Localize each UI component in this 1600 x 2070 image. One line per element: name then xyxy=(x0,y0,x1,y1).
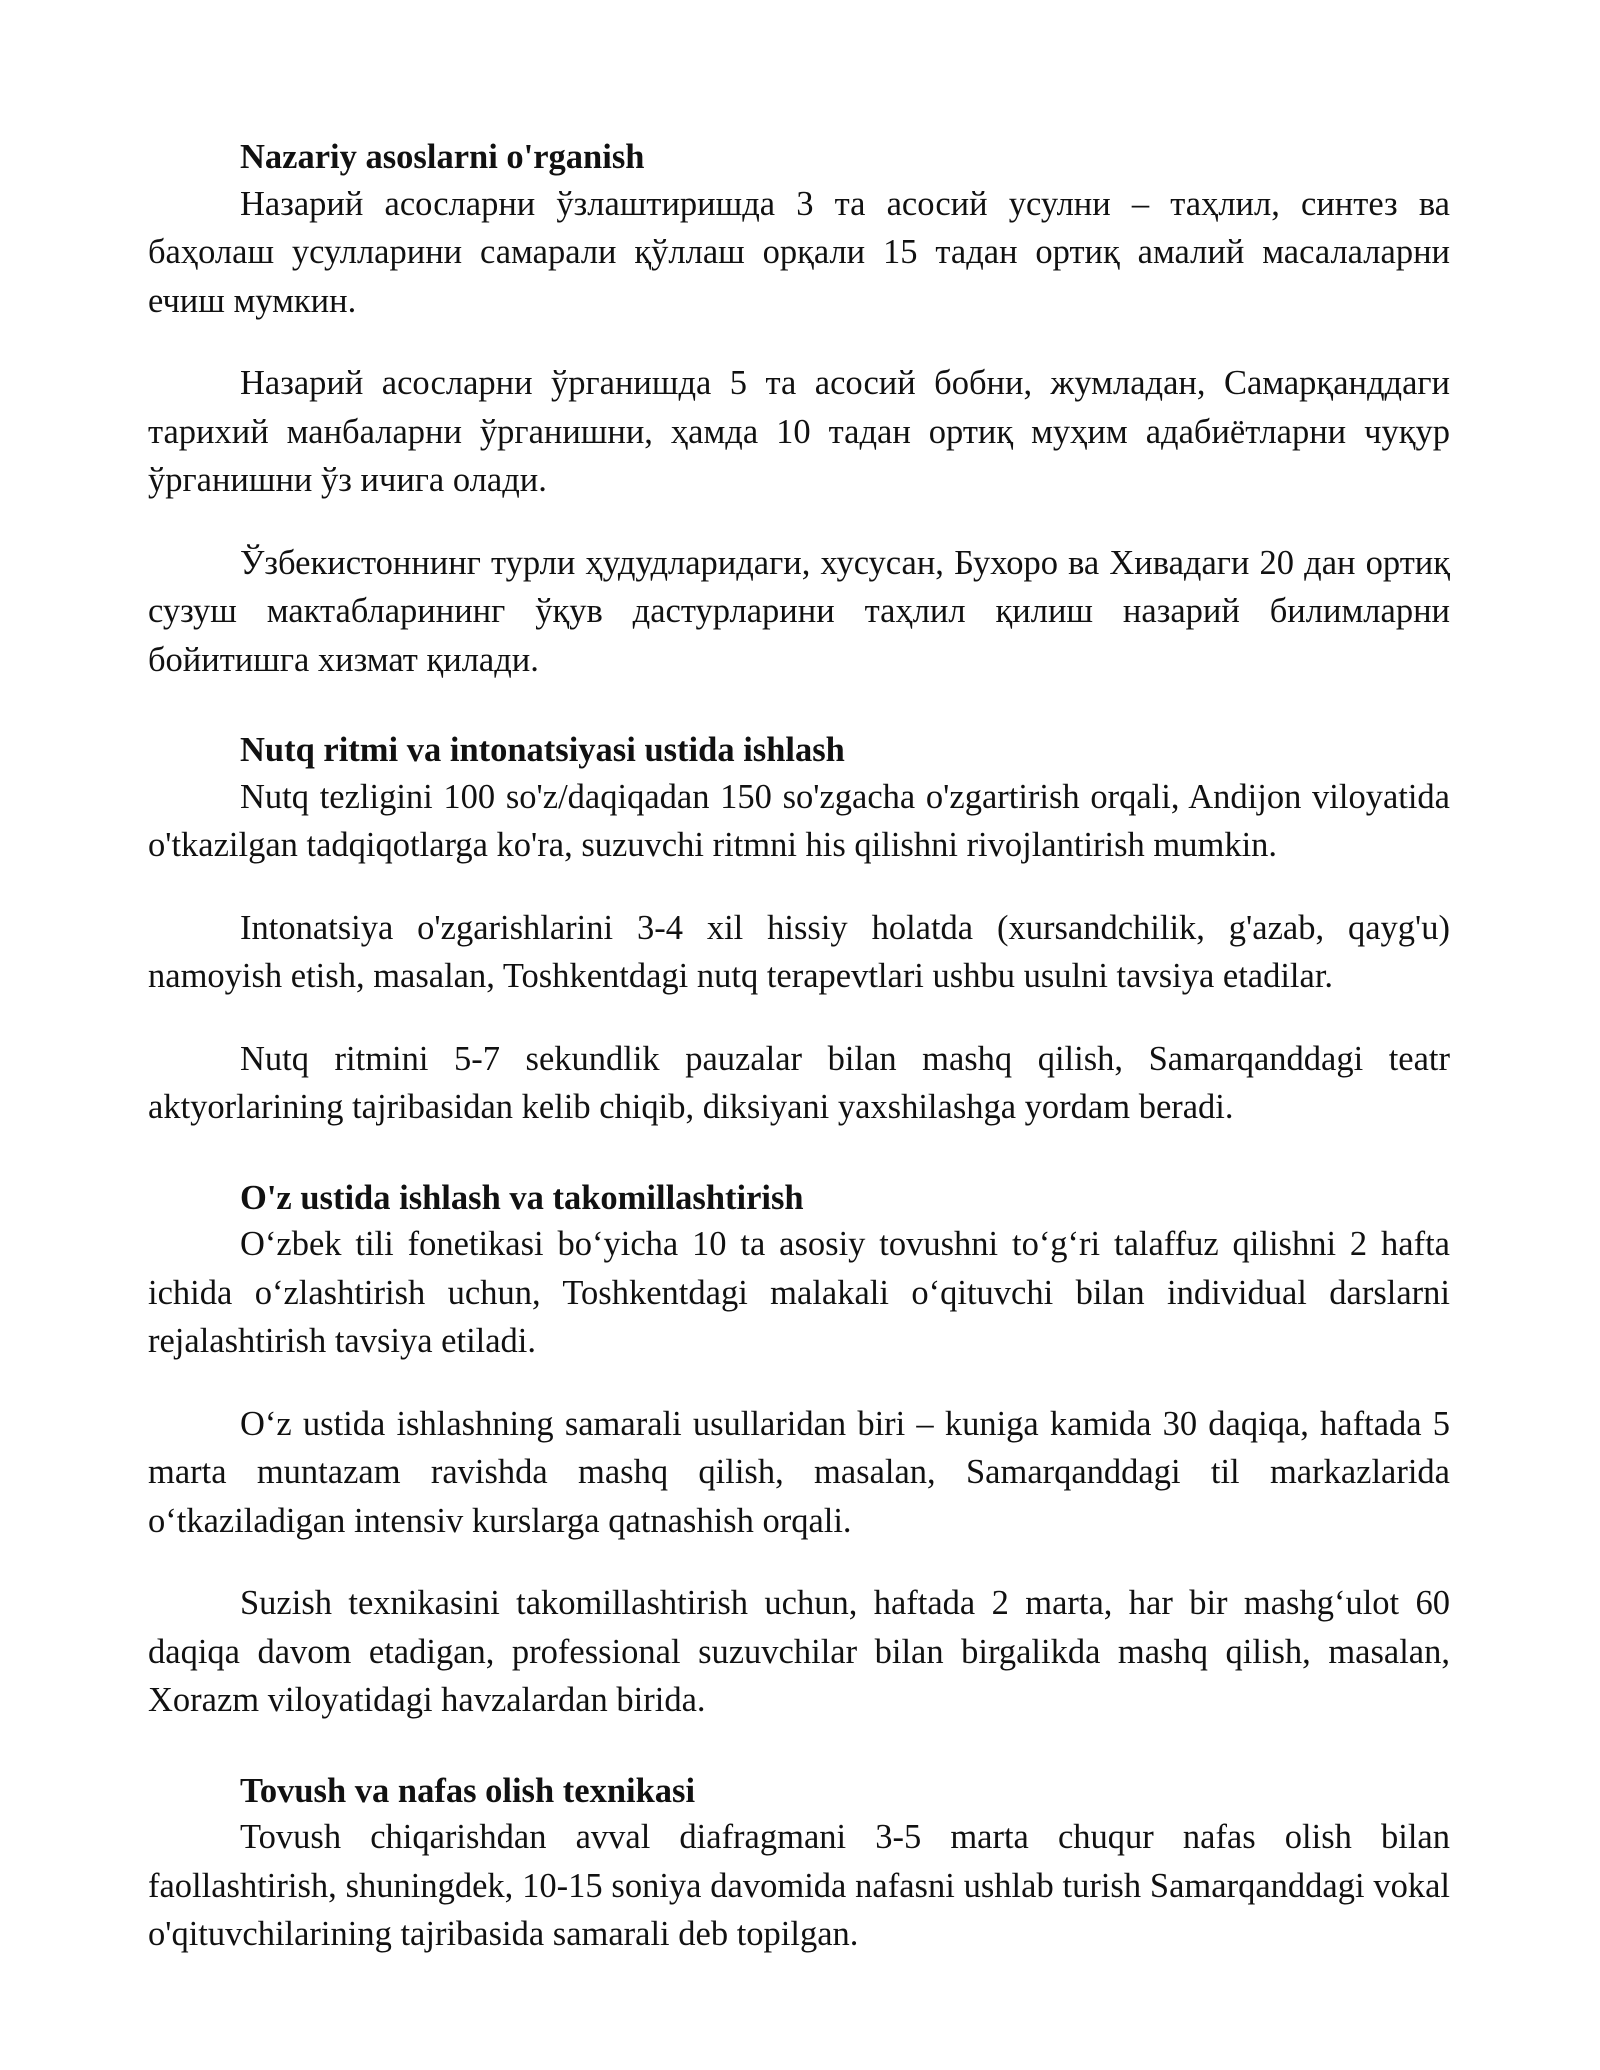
section-heading: O'z ustida ishlash va takomillashtirish xyxy=(240,1178,804,1217)
paragraph: Nutq ritmini 5-7 sekundlik pauzalar bilan mashq qilish, Samarqanddagi teatr aktyorlarining tajribasidan kelib chiqib, diksiyani yaxshilashga yordam beradi. xyxy=(148,1039,1450,1126)
paragraph: Oʻz ustida ishlashning samarali usullaridan biri – kuniga kamida 30 daqiqa, haftada 5 marta muntazam ravishda mashq qilish, masalan, Samarqanddagi til markazlarida oʻtkaziladigan intensiv kurslarga qatnashish orqali. xyxy=(148,1404,1450,1540)
section-nutq-ritmi xyxy=(148,726,1450,1132)
paragraph: Назарий асосларни ўрганишда 5 та асосий бобни, жумладан, Самарқанддаги тарихий манбаларни ўрганишни, ҳамда 10 тадан ортиқ муҳим адабиётларни чуқур ўрганишни ўз ичига олади. xyxy=(148,364,1450,499)
section-nazariy-asoslar xyxy=(148,133,1450,684)
section-heading: Nazariy asoslarni o'rganish xyxy=(240,138,645,176)
section-oz-ustida-ishlash xyxy=(148,1174,1450,1725)
section-heading: Tovush va nafas olish texnikasi xyxy=(240,1771,696,1810)
paragraph: Suzish texnikasini takomillashtirish uchun, haftada 2 marta, har bir mashgʻulot 60 daqiqa davom etadigan, professional suzuvchilar bilan birgalikda mashq qilish, masalan, Xorazm viloyatidagi havzalardan birida. xyxy=(148,1584,1450,1719)
paragraph: Ўзбекистоннинг турли ҳудудларидаги, хусусан, Бухоро ва Хивадаги 20 дан ортиқ сузуш мактабларининг ўқув дастурларини таҳлил қилиш назарий билимларни бойитишга хизмат қилади. xyxy=(148,543,1450,679)
paragraph: Назарий асосларни ўзлаштиришда 3 та асосий усулни – таҳлил, синтез ва баҳолаш усулларини самарали қўллаш орқали 15 тадан ортиқ амалий масалаларни ечиш мумкин. xyxy=(148,184,1450,320)
section-tovush-nafas xyxy=(148,1767,1450,1959)
section-heading: Nutq ritmi va intonatsiyasi ustida ishlash xyxy=(240,731,845,769)
document-body xyxy=(148,133,1450,2001)
paragraph: Oʻzbek tili fonetikasi boʻyicha 10 ta asosiy tovushni toʻgʻri talaffuz qilishni 2 hafta ichida oʻzlashtirish uchun, Toshkentdagi malakali oʻqituvchi bilan individual darslarni rejalashtirish tavsiya etiladi. xyxy=(148,1225,1450,1360)
paragraph: Nutq tezligini 100 so'z/daqiqadan 150 so'zgacha o'zgartirish orqali, Andijon viloyatida o'tkazilgan tadqiqotlarga ko'ra, suzuvchi ritmni his qilishni rivojlantirish mumkin. xyxy=(148,777,1450,864)
paragraph: Tovush chiqarishdan avval diafragmani 3-5 marta chuqur nafas olish bilan faollashtirish, shuningdek, 10-15 soniya davomida nafasni ushlab turish Samarqanddagi vokal o'qituvchilarining tajribasida samarali deb topilgan. xyxy=(148,1818,1450,1953)
paragraph: Intonatsiya o'zgarishlarini 3-4 xil hissiy holatda (xursandchilik, g'azab, qayg'u) namoyish etish, masalan, Toshkentdagi nutq terapevtlari ushbu usulni tavsiya etadilar. xyxy=(148,908,1450,995)
